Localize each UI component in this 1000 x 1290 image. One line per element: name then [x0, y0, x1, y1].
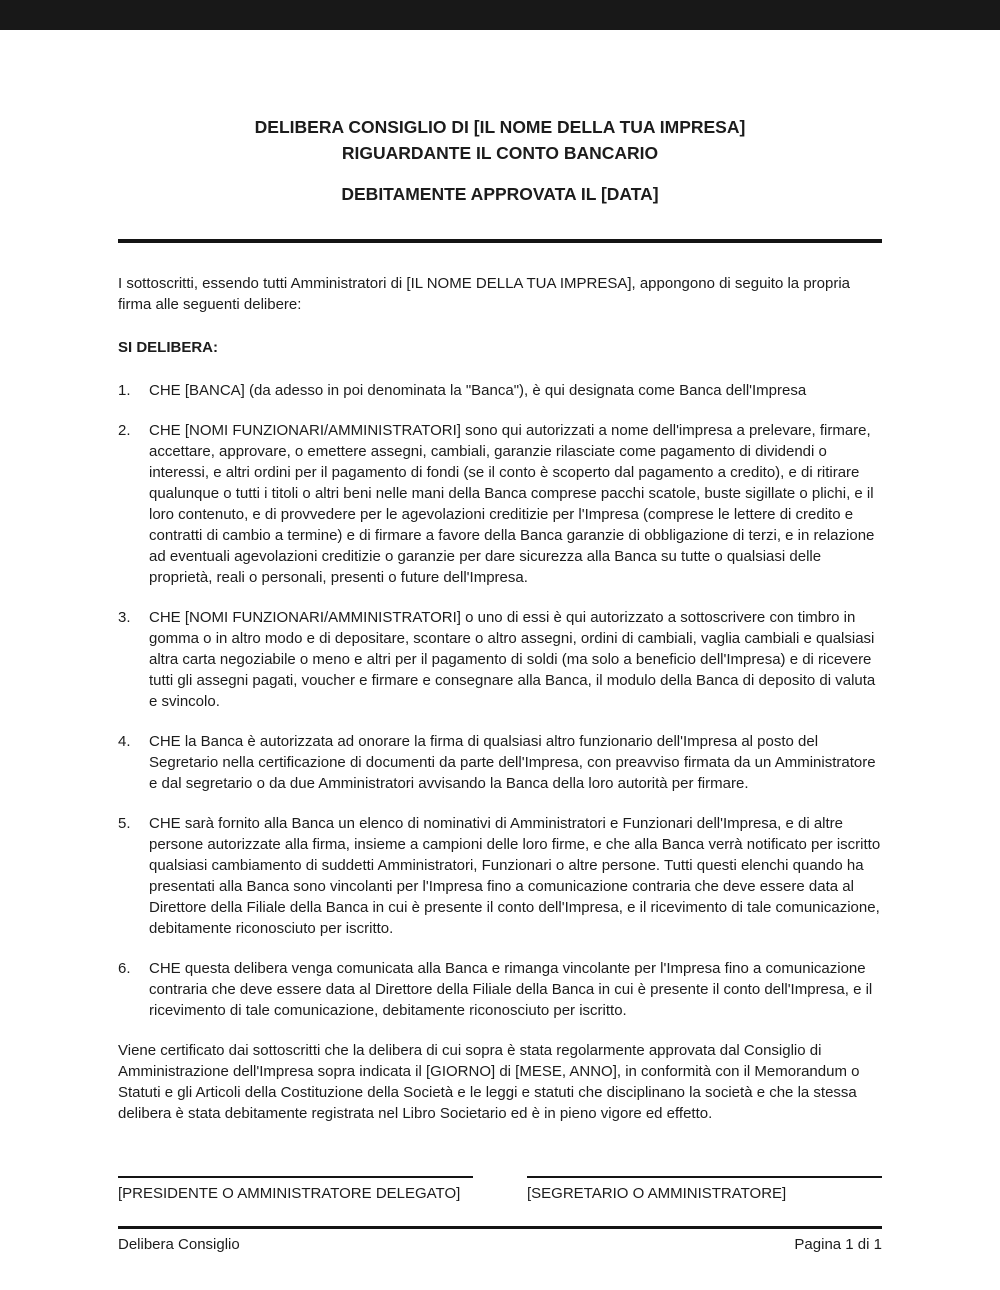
top-bar — [0, 0, 1000, 30]
closing-paragraph: Viene certificato dai sottoscritti che la delibera di cui sopra è stata regolarmente approvata dal Consiglio di Amministrazione dell'Impresa sopra indicata il [GIORNO] di [MESE, ANNO], in conformità con il Memorandum o Statuti e gli Articoli della Costituzione della Società e le leggi e statuti che disciplinano la società e che la stessa delibera è stata debitamente registrata nel Libro Societario ed è in pieno vigore ed effetto. — [118, 1042, 860, 1122]
resolution-number: 1. — [118, 382, 131, 399]
resolution-text: CHE questa delibera venga comunicata alla Banca e rimanga vincolante per l'Impresa fino a comunicazione contraria che deve essere data al Direttore della Filiale della Banca in cui è presente il conto dell'Impresa, e il ricevimento di tale comunicazione, debitamente riconosciuto per iscritto. — [149, 960, 873, 1019]
resolution-text: CHE [NOMI FUNZIONARI/AMMINISTRATORI] sono qui autorizzati a nome dell'impresa a prelevare, firmare, accettare, approvare, o emettere assegni, cambiali, garanzie rilasciate come pagamento di dividendi o interessi, e altri ordini per il pagamento di fondi (se il conto è scoperto dal pagamento a credito), e di ritirare qualunque o tutti i titoli o altri beni nelle mani della Banca comprese pacchi scatole, buste sigillate o plichi, e il loro contenuto, e di provvedere per le agevolazioni creditizie per l'Impresa (comprese le lettere di credito e contratti di cambio a termine) e di firmare a favore della Banca garanzie di obbligazione di terzi, e in relazione ad eventuali agevolazioni creditizie o garanzie per dare sicurezza alla Banca su tutte o qualsiasi delle proprietà, reali o personali, presenti o future dell'Impresa. — [149, 422, 875, 586]
resolution-number: 5. — [118, 815, 131, 832]
signature-section — [118, 1176, 882, 1202]
resolution-text: CHE [NOMI FUNZIONARI/AMMINISTRATORI] o uno di essi è qui autorizzato a sottoscrivere con timbro in gomma o in altro modo e di depositare, scontare o altro assegni, ordini di cambiali, vaglia cambiali e qualsiasi altra carta negoziabile o meno e altri per il pagamento di soldi (ma solo a beneficio dell'Impresa) e di ricevere tutti gli assegni pagati, voucher e firmare e consegnare alla Banca, il modulo della Banca di deposito di valuta e svincolo. — [149, 609, 876, 710]
signature-line-president: [PRESIDENTE O AMMINISTRATORE DELEGATO] — [118, 1176, 473, 1202]
document-title — [118, 114, 882, 166]
resolution-text: CHE sarà fornito alla Banca un elenco di nominativi di Amministratori e Funzionari dell'Impresa, e di altre persone autorizzate alla firma, insieme a campioni delle loro firme, e che alla Banca verrà notificato per iscritto qualsiasi cambiamento di suddetti Amministratori, Funzionari o altre persone. Tutti questi elenchi quando ha presentati alla Banca sono vincolanti per l'Impresa fino a comunicazione contraria che deve essere data al Direttore della Filiale della Banca in cui è presente il conto dell'Impresa, e il ricevimento di tale comunicazione, debitamente riconosciuto per iscritto. — [149, 815, 881, 937]
resolution-list — [118, 380, 882, 1021]
signature-line-secretary: [SEGRETARIO O AMMINISTRATORE] — [527, 1176, 882, 1202]
resolution-number: 3. — [118, 609, 131, 626]
title-line-1: DELIBERA CONSIGLIO DI [IL NOME DELLA TUA IMPRESA] — [254, 117, 746, 137]
deliberation-heading: SI DELIBERA: — [118, 339, 219, 356]
resolution-number: 6. — [118, 960, 131, 977]
resolution-item-2 — [118, 420, 882, 588]
page-footer — [118, 1226, 882, 1253]
approval-line: DEBITAMENTE APPROVATA IL [DATA] — [341, 184, 659, 204]
title-divider — [118, 239, 882, 243]
resolution-item-1 — [118, 380, 882, 401]
resolution-item-4 — [118, 731, 882, 794]
title-line-2: RIGUARDANTE IL CONTO BANCARIO — [341, 143, 659, 163]
footer-page-number: Pagina 1 di 1 — [794, 1236, 882, 1253]
resolution-text: CHE la Banca è autorizzata ad onorare la firma di qualsiasi altro funzionario dell'Impresa al posto del Segretario nella certificazione di documenti da parte dell'Impresa, con preavviso firmata da un Amministratore e dal segretario o da due Amministratori avvisando la Banca della loro autorità per firmare. — [149, 733, 876, 792]
resolution-item-3 — [118, 607, 882, 712]
resolution-number: 2. — [118, 422, 131, 439]
resolution-item-5 — [118, 813, 882, 939]
document-page — [0, 30, 1000, 1253]
footer-document-name: Delibera Consiglio — [118, 1236, 240, 1253]
resolution-item-6 — [118, 958, 882, 1021]
resolution-text: CHE [BANCA] (da adesso in poi denominata la "Banca"), è qui designata come Banca dell'Impresa — [149, 382, 807, 399]
resolution-number: 4. — [118, 733, 131, 750]
intro-paragraph: I sottoscritti, essendo tutti Amministratori di [IL NOME DELLA TUA IMPRESA], appongono di seguito la propria firma alle seguenti delibere: — [118, 275, 851, 313]
